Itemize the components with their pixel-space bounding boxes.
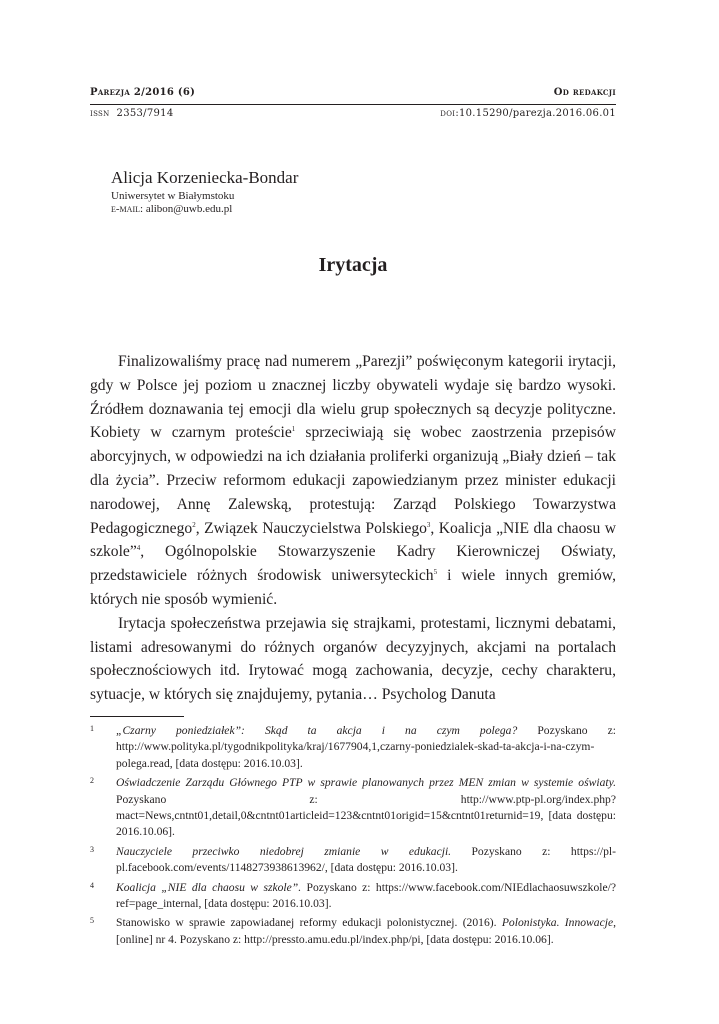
doi [440, 108, 616, 119]
footnote-title: Polonistyka. Innowacje [501, 916, 614, 930]
footnote-number: 3 [90, 844, 94, 854]
p1-text-4: , Ogólnopolskie Stowarzyszenie Kadry Kierowniczej Oświaty, przedstawiciele różnych środowisk uniwersyteckich [90, 543, 616, 585]
email-address: alibon@uwb.edu.pl [145, 203, 233, 215]
p1-text-0: Finalizowaliśmy pracę nad numerem „Parezji” poświęconym kategorii irytacji, gdy w Polsce jej poziom u znacznej liczby obywateli wydaje się bardzo wysoki. Źródłem doznawania tej emocji dla wielu grup społecznych są decyzje polityczne. Kobiety w czarnym proteście [90, 353, 616, 442]
paragraph-1 [90, 350, 616, 612]
issn [90, 108, 174, 119]
footnote-text: Pozyskano z: https://pl-pl.facebook.com/events/1148273938613962/, [data dostępu: 2016.10.03]. [116, 844, 616, 875]
footnote-title: Koalicja „NIE dla chaosu w szkole”. [116, 880, 302, 894]
journal-issue [90, 87, 195, 98]
footnote-ref: 2 [192, 520, 196, 529]
footnote-ref: 1 [291, 425, 296, 434]
header-rule [90, 104, 616, 105]
footnote [90, 723, 616, 772]
p1-text-3: , Koalicja „NIE dla chaosu w szkole” [90, 519, 616, 561]
journal-name: Parezja [90, 87, 131, 98]
footnote-separator [90, 716, 184, 717]
footnote [90, 880, 616, 913]
footnote [90, 775, 616, 841]
footnote-number: 2 [90, 776, 94, 786]
issn-value: 2353/7914 [116, 108, 174, 119]
p1-text-1: sprzeciwiają się wobec zaostrzenia przepisów aborcyjnych, w odpowiedzi na ich działania proliferki organizują „Biały dzień – tak dla życia”. Przeciw reformom edukacji zapowiedzianym przez minister edukacji narodowej, Annę Zalewską, protestują: Zarząd Polskiego Towarzystwa Pedagogicznego [90, 424, 616, 537]
p1-text-5: i wiele innych gremiów, których nie sposób wymienić. [90, 567, 616, 608]
footnote-text: Pozyskano z: http://www.polityka.pl/tygodnikpolityka/kraj/1677904,1,czarny-poniedzialek-skad-ta-akcja-i-na-czym-polega.read, [data dostępu: 2016.10.03]. [116, 724, 616, 770]
footnote-number: 1 [90, 724, 94, 733]
footnote-title: Nauczyciele przeciwko niedobrej zmianie w edukacji. [116, 844, 452, 858]
footnote-text: Stanowisko w sprawie zapowiadanej reformy edukacji polonistycznej. (2016). [116, 916, 502, 930]
footnote-ref: 4 [136, 544, 141, 553]
email-label: e-mail: [111, 203, 144, 215]
footnote [90, 844, 616, 877]
author-name: Alicja Korzeniecka-Bondar [111, 168, 299, 187]
issue-number: 2/2016 (6) [133, 87, 196, 98]
footnote-number: 4 [90, 880, 94, 890]
footnote-title: Oświadczenie Zarządu Głównego PTP w sprawie planowanych przez MEN zmian w systemie oświaty. [116, 776, 616, 790]
footnote-text: Pozyskano z: http://www.ptp-pl.org/index.php?mact=News,cntnt01,detail,0&cntnt01articleid=123&cntnt01origid=15&cntnt01returnid=19, [data dostępu: 2016.10.06]. [116, 792, 616, 839]
doi-label: doi: [440, 108, 459, 119]
footnote-ref: 3 [426, 520, 431, 529]
issn-label: issn [90, 108, 110, 119]
author-email [111, 203, 298, 215]
p1-text-2: , Związek Nauczycielstwa Polskiego [195, 519, 427, 537]
footnote-title: „Czarny poniedziałek”: Skąd ta akcja i na czym polega? [116, 724, 518, 737]
author-block [111, 168, 298, 215]
footnote-text: Pozyskano z: https://www.facebook.com/NIEdlachaosuwszkole/?ref=page_internal, [data dostępu: 2016.10.03]. [116, 880, 616, 911]
footnotes [90, 723, 616, 951]
author-affiliation: Uniwersytet w Białymstoku [111, 190, 235, 202]
footnote [90, 915, 616, 948]
article-body [90, 350, 616, 707]
doi-value: 10.15290/parezja.2016.06.01 [458, 108, 616, 119]
section-name: Od redakcji [553, 87, 616, 98]
article-title: Irytacja [318, 254, 388, 276]
paragraph-2: Irytacja społeczeństwa przejawia się strajkami, protestami, licznymi debatami, listami adresowanymi do różnych organów decyzyjnych, akcjami na portalach społecznościowych itd. Irytować mogą zachowania, decyzje, cechy charakteru, sytuacje, w których się znajdujemy, pytania… Psycholog Danuta [90, 614, 616, 704]
footnote-number: 5 [90, 916, 94, 926]
footnote-ref: 5 [433, 567, 438, 576]
footnote-text: , [online] nr 4. Pozyskano z: http://pressto.amu.edu.pl/index.php/pi, [data dostępu: 2016.10.06]. [116, 916, 617, 946]
